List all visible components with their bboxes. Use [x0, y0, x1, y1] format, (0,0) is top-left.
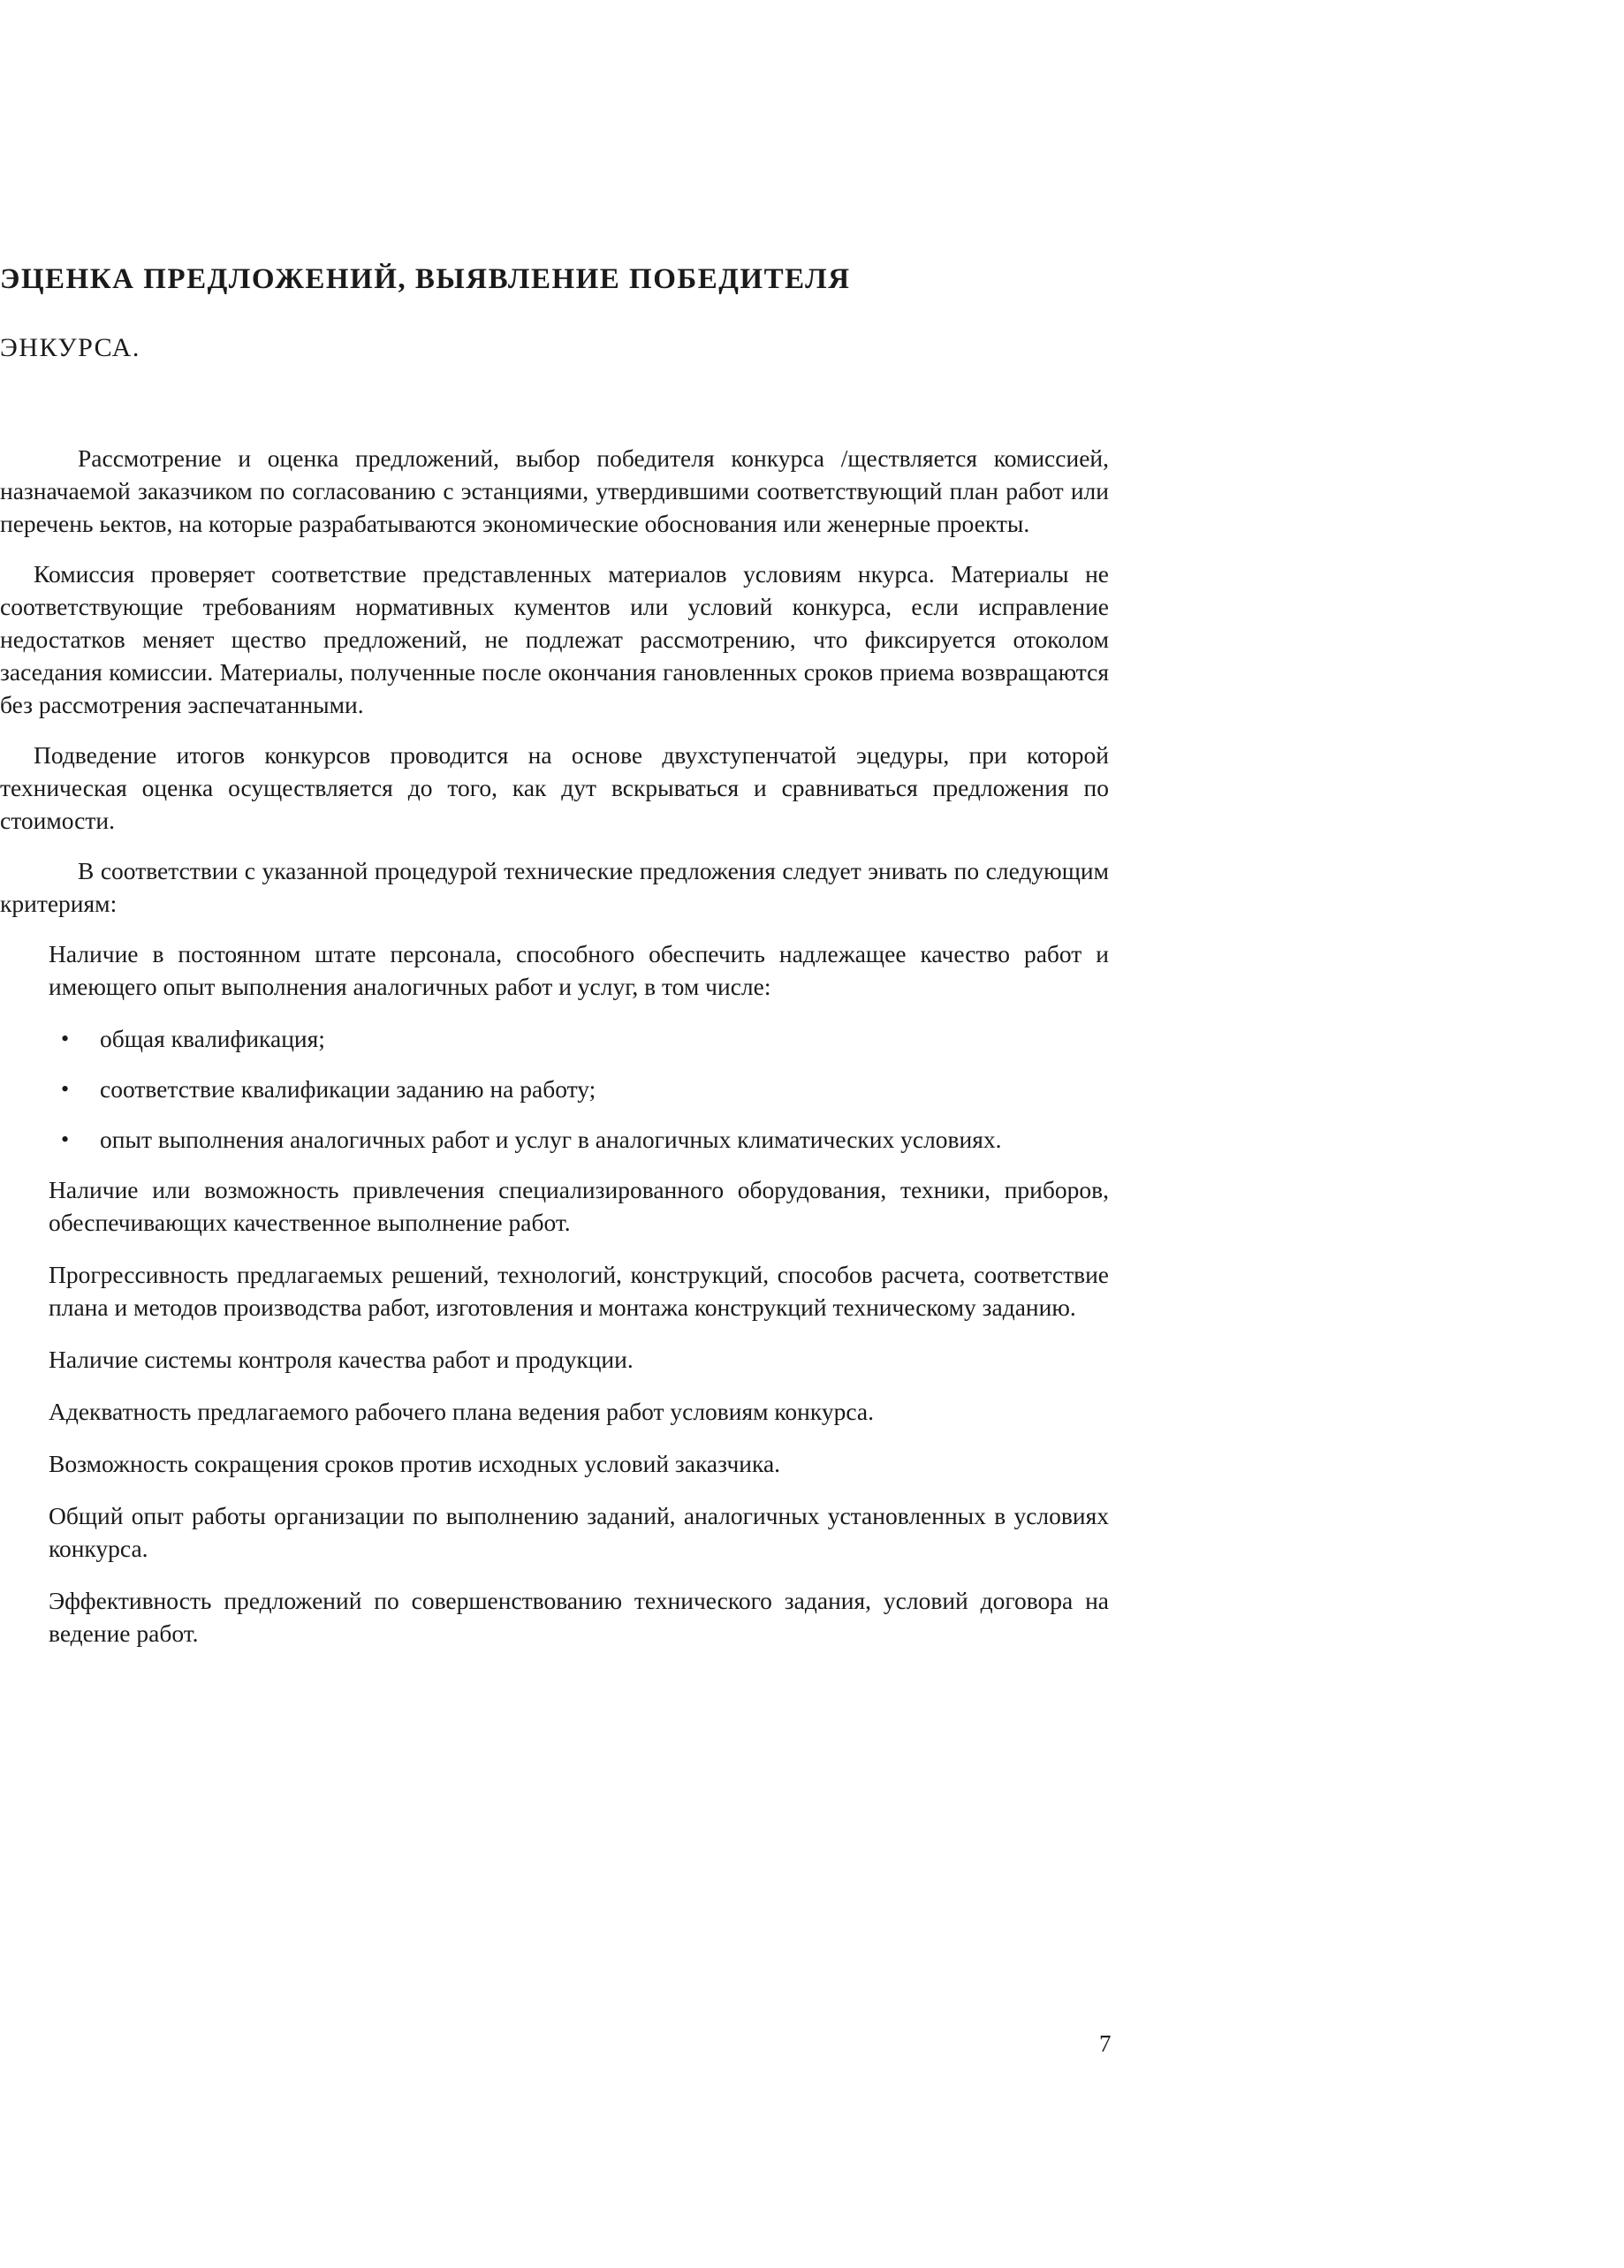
paragraph-review: Рассмотрение и оценка предложений, выбор победителя конкурса /ществляется комиссией, назначаемой заказчиком по согласованию с эстанциями, утвердившими соответствующий план работ или перечень ьектов, на которые разрабатываются экономические обоснования или женерные проекты. — [0, 444, 1109, 537]
page-number: 7 — [1099, 2030, 1112, 2057]
paragraph-commission: Комиссия проверяет соответствие представленных материалов условиям нкурса. Материалы не соответствующие требованиям нормативных кументов или условий конкурса, если исправление недостатков меняет щество предложений, не подлежат рассмотрению, что фиксируется отоколом заседания комиссии. Материалы, полученные после окончания гановленных сроков приема возвращаются без рассмотрения эаспечатанными. — [0, 560, 1109, 718]
criterion-equipment: Наличие или возможность привлечения специализированного оборудования, техники, приборов, обеспечивающих качественное выполнение работ. — [49, 1176, 1109, 1236]
section-heading-line-2: ЭНКУРСА. — [0, 333, 140, 362]
bullet-item — [49, 1123, 1109, 1156]
bullet-icon: • — [61, 1026, 70, 1051]
criterion-work-plan: Адекватность предлагаемого рабочего плана ведения работ условиям конкурса. — [49, 1398, 874, 1425]
bullet-text: опыт выполнения аналогичных работ и услуг в аналогичных климатических условиях. — [100, 1126, 1002, 1153]
criterion-experience: Общий опыт работы организации по выполнению заданий, аналогичных установленных в условиях конкурса. — [49, 1502, 1109, 1562]
criterion-staff: Наличие в постоянном штате персонала, способного обеспечить надлежащее качество работ и имеющего опыт выполнения аналогичных работ и услуг, в том числе: — [49, 940, 1109, 1000]
criterion-efficiency: Эффективность предложений по совершенствованию технического задания, условий договора на ведение работ. — [49, 1587, 1109, 1647]
criterion-progressiveness: Прогрессивность предлагаемых решений, технологий, конструкций, способов расчета, соответствие плана и методов производства работ, изготовления и монтажа конструкций техническому заданию. — [49, 1261, 1109, 1321]
paragraph-two-stage: Подведение итогов конкурсов проводится на основе двухступенчатой эцедуры, при которой техническая оценка осуществляется до того, как дут вскрываться и сравниваться предложения по стоимости. — [0, 741, 1109, 834]
criterion-quality-control: Наличие системы контроля качества работ и продукции. — [49, 1346, 634, 1373]
bullet-item — [49, 1073, 1109, 1105]
bullet-item — [49, 1022, 1109, 1055]
bullet-icon: • — [61, 1126, 70, 1152]
bullet-text: соответствие квалификации заданию на работу; — [100, 1075, 596, 1103]
bullet-list — [0, 1022, 1109, 1156]
criterion-time-reduction: Возможность сокращения сроков против исходных условий заказчика. — [49, 1450, 781, 1477]
paragraph-criteria-intro: В соответствии с указанной процедурой технические предложения следует энивать по следующим критериям: — [0, 857, 1109, 917]
bullet-text: общая квалификация; — [100, 1025, 325, 1052]
section-heading — [0, 265, 851, 361]
bullet-icon: • — [61, 1076, 70, 1102]
body-text — [0, 442, 1109, 1669]
section-heading-line-1: ЭЦЕНКА ПРЕДЛОЖЕНИЙ, ВЫЯВЛЕНИЕ ПОБЕДИТЕЛЯ — [0, 263, 851, 295]
